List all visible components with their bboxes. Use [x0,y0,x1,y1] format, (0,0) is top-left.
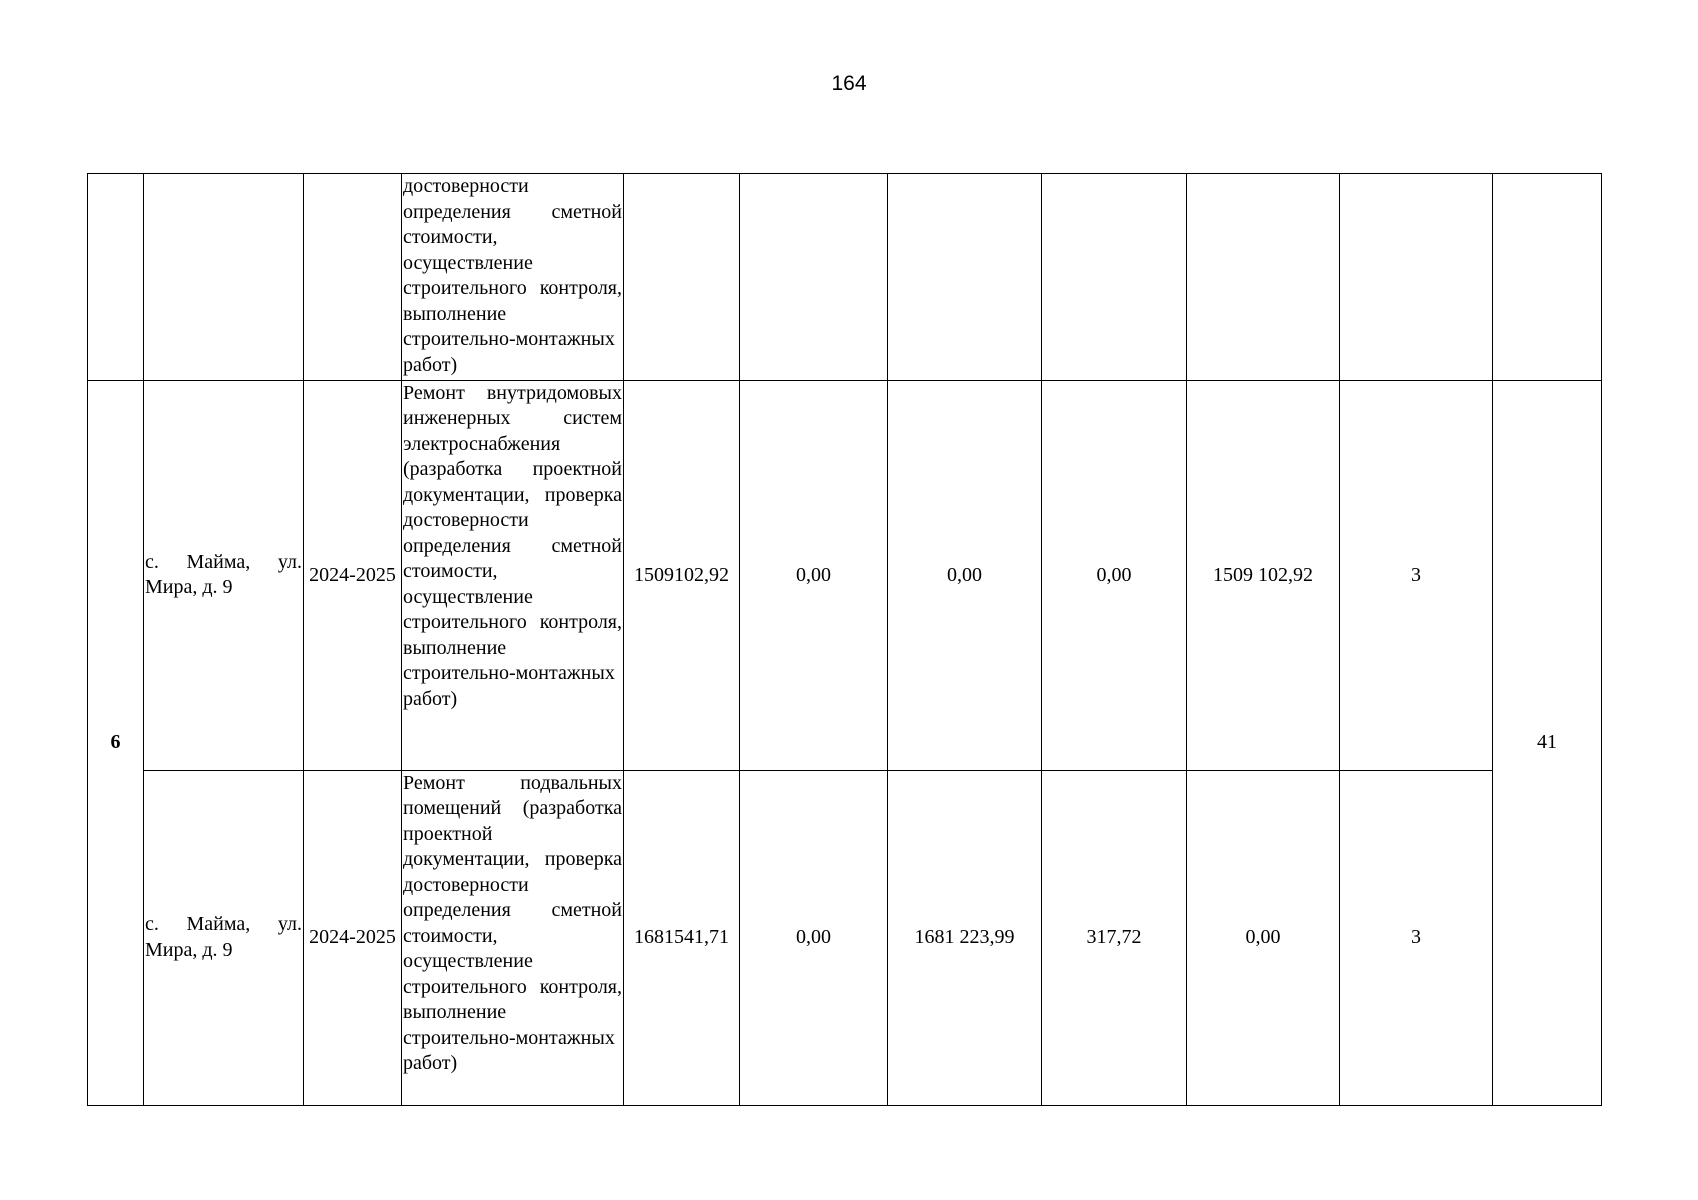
cell-address: с. Майма, ул. Мира, д. 9 [144,770,304,1105]
cell-v3: 317,72 [1042,770,1187,1105]
cell-description: Ремонт подвальных помещений (разработка проектной документации, проверка достоверности определения сметной стоимости, осуществление строительного контроля, выполнение строительно-монтажных работ) [402,770,624,1105]
cell-v5-empty [1340,174,1493,381]
cell-v1-empty [740,174,888,381]
table-row [88,380,1602,770]
cell-v3-empty [1042,174,1187,381]
cell-v5: 3 [1340,380,1493,770]
cell-description: достоверности определения сметной стоимости, осуществление строительного контроля, выполнение строительно-монтажных работ) [402,174,624,381]
cell-total-empty [624,174,740,381]
cell-v1: 0,00 [740,770,888,1105]
cell-period: 2024-2025 [304,380,402,770]
page-number: 164 [831,72,867,95]
cell-period-empty [304,174,402,381]
cell-v4: 1509 102,92 [1187,380,1340,770]
cell-v4: 0,00 [1187,770,1340,1105]
cell-final-empty [1493,174,1602,381]
cell-total: 1681541,71 [624,770,740,1105]
works-table [87,173,1602,1106]
cell-v4-empty [1187,174,1340,381]
cell-v3: 0,00 [1042,380,1187,770]
table-row [88,770,1602,1105]
cell-v2: 1681 223,99 [888,770,1042,1105]
cell-group-final: 41 [1493,380,1602,1105]
cell-v2-empty [888,174,1042,381]
cell-description: Ремонт внутридомовых инженерных систем электроснабжения (разработка проектной документации, проверка достоверности определения сметной стоимости, осуществление строительного контроля, выполнение строительно-монтажных работ) [402,380,624,770]
cell-v1: 0,00 [740,380,888,770]
table-row-continuation [88,174,1602,381]
cell-period: 2024-2025 [304,770,402,1105]
cell-total: 1509102,92 [624,380,740,770]
cell-address-empty [144,174,304,381]
cell-v2: 0,00 [888,380,1042,770]
cell-group-number: 6 [88,380,144,1105]
cell-address: с. Майма, ул. Мира, д. 9 [144,380,304,770]
cell-v5: 3 [1340,770,1493,1105]
cell-number-empty [88,174,144,381]
